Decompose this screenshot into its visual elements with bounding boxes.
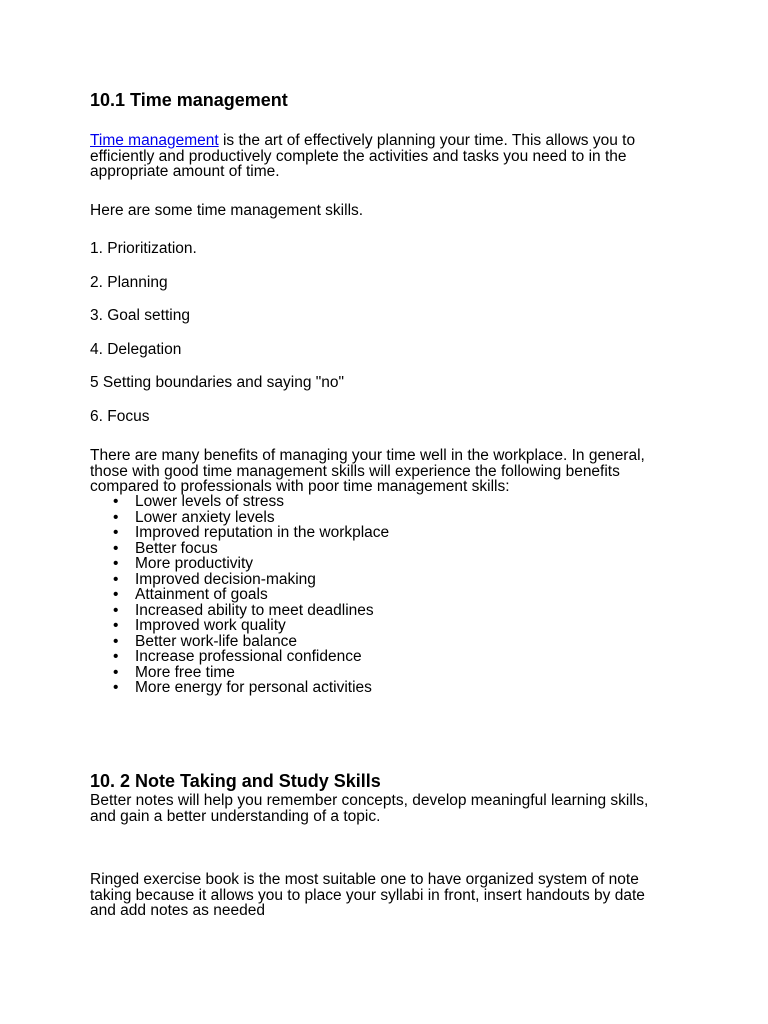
section-title-note-taking: 10. 2 Note Taking and Study Skills (90, 771, 381, 791)
skill-item: 4. Delegation (90, 341, 182, 358)
list-item: • Lower anxiety levels (113, 508, 275, 526)
p2-line-1: Ringed exercise book is the most suitable one to have organized system of note (90, 871, 639, 888)
skill-item: 1. Prioritization. (90, 240, 197, 257)
time-management-intro (90, 133, 690, 180)
list-item: • Better work-life balance (113, 632, 297, 650)
skill-item: 3. Goal setting (90, 307, 190, 324)
p1-line-1: Better notes will help you remember concepts, develop meaningful learning skills, (90, 792, 649, 809)
bullet-icon: • (113, 663, 119, 681)
list-item: • Lower levels of stress (113, 493, 285, 510)
benefits-line-3: compared to professionals with poor time management skills: (90, 478, 510, 495)
list-item: • Improved work quality (113, 617, 286, 634)
section-title-time-management: 10.1 Time management (90, 90, 288, 110)
bullet-icon: • (113, 524, 119, 541)
list-item: • More energy for personal activities (113, 679, 372, 696)
intro-line-3: appropriate amount of time. (90, 163, 280, 180)
intro-line-2: efficiently and productively complete the activities and tasks you need to in the (90, 147, 627, 165)
benefits-intro (90, 448, 690, 495)
list-item: • More free time (113, 663, 235, 681)
list-item: • Improved decision-making (113, 570, 316, 588)
benefits-line-1: There are many benefits of managing your time well in the workplace. In general, (90, 447, 645, 464)
p1-line-2: and gain a better understanding of a topic. (90, 807, 381, 825)
intro-line-1 (90, 133, 690, 149)
list-item: • Attainment of goals (113, 586, 268, 603)
bullet-icon: • (113, 632, 119, 650)
list-item: • Better focus (113, 539, 218, 557)
bullet-icon: • (113, 586, 119, 603)
bullet-icon: • (113, 679, 119, 696)
list-item: • Improved reputation in the workplace (113, 524, 390, 541)
skills-lead: Here are some time management skills. (90, 202, 364, 219)
note-taking-paragraph-2 (90, 872, 690, 919)
bullet-icon: • (113, 570, 119, 588)
skill-item: 2. Planning (90, 274, 168, 291)
list-item: • Increased ability to meet deadlines (113, 601, 374, 619)
bullet-icon: • (113, 555, 119, 572)
p2-line-3: and add notes as needed (90, 902, 265, 919)
list-item: • Increase professional confidence (113, 648, 362, 665)
bullet-icon: • (113, 493, 119, 510)
benefits-line-2: those with good time management skills will experience the following benefits (90, 462, 620, 480)
skill-item: 5 Setting boundaries and saying "no" (90, 374, 345, 391)
skill-item: 6. Focus (90, 408, 150, 425)
p2-line-2: taking because it allows you to place your syllabi in front, insert handouts by date (90, 886, 645, 904)
bullet-icon: • (113, 648, 119, 665)
intro-text-1: is the art of effectively planning your time. This allows you to (218, 132, 636, 149)
bullet-icon: • (113, 617, 119, 634)
bullet-icon: • (113, 508, 119, 526)
note-taking-paragraph-1 (90, 793, 690, 824)
list-item: • More productivity (113, 555, 254, 572)
benefits-list (90, 494, 389, 696)
bullet-icon: • (113, 539, 119, 557)
bullet-icon: • (113, 601, 119, 619)
time-management-link[interactable]: Time management (90, 132, 219, 149)
